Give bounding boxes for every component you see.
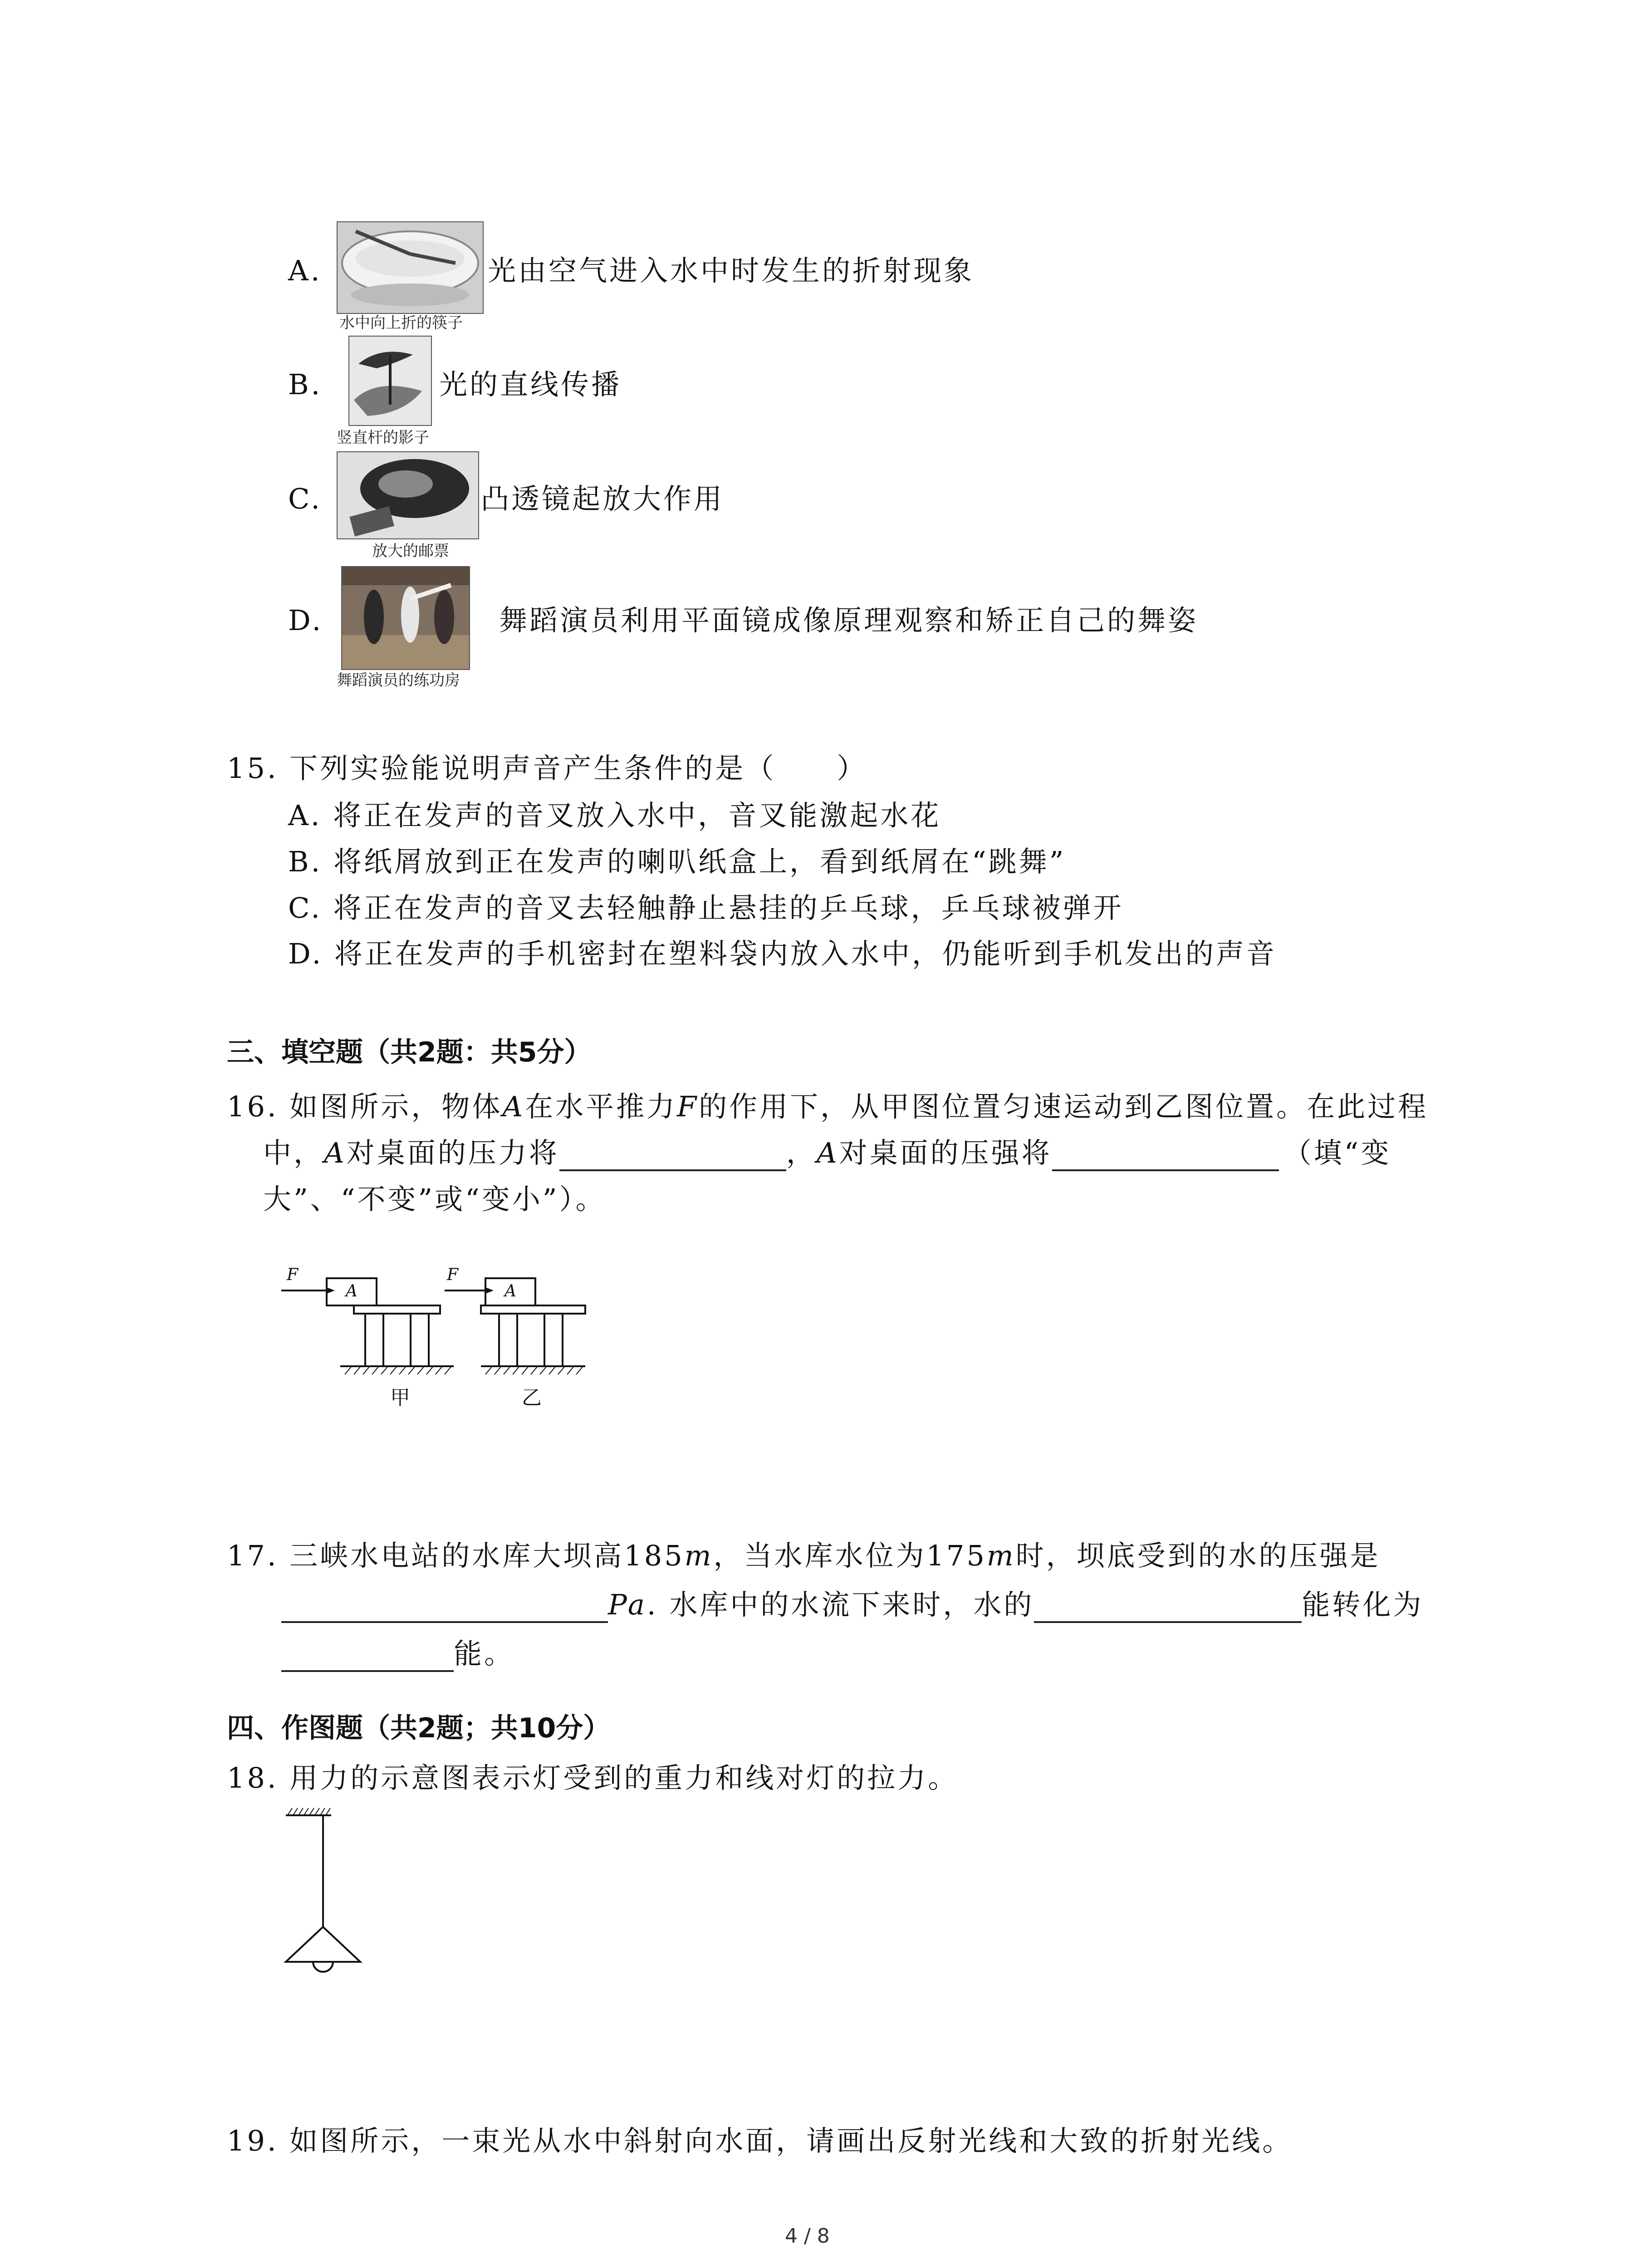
q17-unit-m-2: m	[986, 1539, 1016, 1572]
option-b-letter: B.	[288, 368, 323, 401]
option-c-text: 凸透镜起放大作用	[481, 482, 725, 515]
q16-blank-1[interactable]	[559, 1142, 786, 1171]
q17-blank-2[interactable]	[1034, 1594, 1302, 1623]
hanging-lamp-figure	[281, 1805, 372, 1996]
q17-unit-pa: Pa	[608, 1588, 647, 1621]
section3-title: 三、填空题（共2题：共5分）	[227, 1036, 592, 1068]
option-b-caption: 竖直杆的影子	[337, 429, 429, 447]
option-a-letter: A.	[288, 254, 322, 287]
q17-unit-m: m	[684, 1539, 714, 1572]
q19-text: 19. 如图所示，一束光从水中斜射向水面，请画出反射光线和大致的折射光线。	[227, 2124, 1293, 2157]
q16-line2	[263, 1135, 1391, 1171]
option-d-text: 舞蹈演员利用平面镜成像原理观察和矫正自己的舞姿	[499, 604, 1199, 637]
option-d-letter: D.	[288, 604, 323, 637]
q15-option-b: B. 将纸屑放到正在发声的喇叭纸盒上，看到纸屑在“跳舞”	[288, 845, 1066, 878]
section4-title: 四、作图题（共2题；共10分）	[227, 1712, 611, 1744]
q16-fig-label-yi: 乙	[522, 1386, 542, 1409]
q16-figure	[281, 1266, 590, 1411]
q16-fig-label-a-yi: A	[505, 1282, 516, 1300]
q16-var-a-3: A	[816, 1136, 839, 1169]
q17-text-e: 能转化为	[1302, 1588, 1424, 1621]
q15-option-a: A. 将正在发声的音叉放入水中，音叉能激起水花	[288, 799, 941, 832]
table-top-jia	[354, 1305, 440, 1314]
q16-var-a-2: A	[324, 1136, 347, 1169]
q17-blank-1[interactable]	[281, 1594, 608, 1623]
q17-text-a: 17. 三峡水电站的水库大坝高185	[227, 1539, 685, 1572]
lamp-bulb	[313, 1962, 333, 1972]
dance-studio-photo	[341, 566, 470, 670]
option-d-caption: 舞蹈演员的练功房	[337, 671, 460, 689]
q16-blank-2[interactable]	[1052, 1142, 1279, 1171]
q15-stem: 15. 下列实验能说明声音产生条件的是（ ）	[227, 752, 867, 785]
q16-text-a: 16. 如图所示，物体	[227, 1090, 503, 1123]
lamp-shade	[286, 1927, 360, 1962]
q16-text-e: 对桌面的压力将	[346, 1136, 559, 1169]
q17-text-f: 能。	[454, 1637, 515, 1670]
chopsticks-photo	[337, 221, 484, 314]
q16-text-g: 对桌面的压强将	[839, 1136, 1052, 1169]
option-a-caption: 水中向上折的筷子	[339, 314, 463, 332]
q16-line3: 大”、“不变”或“变小”）。	[263, 1183, 606, 1216]
q16-fig-label-f-jia: F	[287, 1266, 298, 1284]
q17-blank-3[interactable]	[281, 1643, 454, 1672]
option-c-letter: C.	[288, 482, 322, 515]
table-top-yi	[481, 1305, 585, 1314]
q16-var-a: A	[502, 1090, 525, 1123]
q16-text-d: 中，	[263, 1136, 324, 1169]
option-a-text: 光由空气进入水中时发生的折射现象	[488, 254, 975, 287]
q17-line2	[281, 1587, 1423, 1623]
option-b-text: 光的直线传播	[439, 368, 622, 401]
q16-text-f: ，	[786, 1136, 817, 1169]
q16-line1	[227, 1089, 1428, 1125]
q16-text-b: 在水平推力	[525, 1090, 677, 1123]
magnified-stamp-photo	[337, 451, 479, 539]
q17-line1	[227, 1538, 1381, 1574]
q16-text-c: 的作用下，从甲图位置匀速运动到乙图位置。在此过程	[699, 1090, 1429, 1123]
q16-fig-label-jia: 甲	[390, 1386, 410, 1409]
q16-text-h: （填“变	[1283, 1136, 1391, 1169]
q17-line3	[281, 1636, 514, 1672]
q15-option-d: D. 将正在发声的手机密封在塑料袋内放入水中，仍能听到手机发出的声音	[288, 937, 1277, 970]
q17-text-d: . 水库中的水流下来时，水的	[647, 1588, 1034, 1621]
q16-fig-label-a-jia: A	[346, 1282, 358, 1300]
page-number: 4 / 8	[785, 2224, 830, 2248]
q17-text-c: 时，坝底受到的水的压强是	[1015, 1539, 1381, 1572]
pole-shadow-photo	[348, 336, 432, 426]
option-c-caption: 放大的邮票	[372, 542, 449, 560]
q18-text: 18. 用力的示意图表示灯受到的重力和线对灯的拉力。	[227, 1761, 959, 1794]
q17-text-b: ，当水库水位为175	[713, 1539, 987, 1572]
q16-fig-label-f-yi: F	[447, 1266, 458, 1284]
q16-var-f: F	[677, 1090, 699, 1123]
q15-option-c: C. 将正在发声的音叉去轻触静止悬挂的乒乓球，乒乓球被弹开	[288, 891, 1124, 924]
